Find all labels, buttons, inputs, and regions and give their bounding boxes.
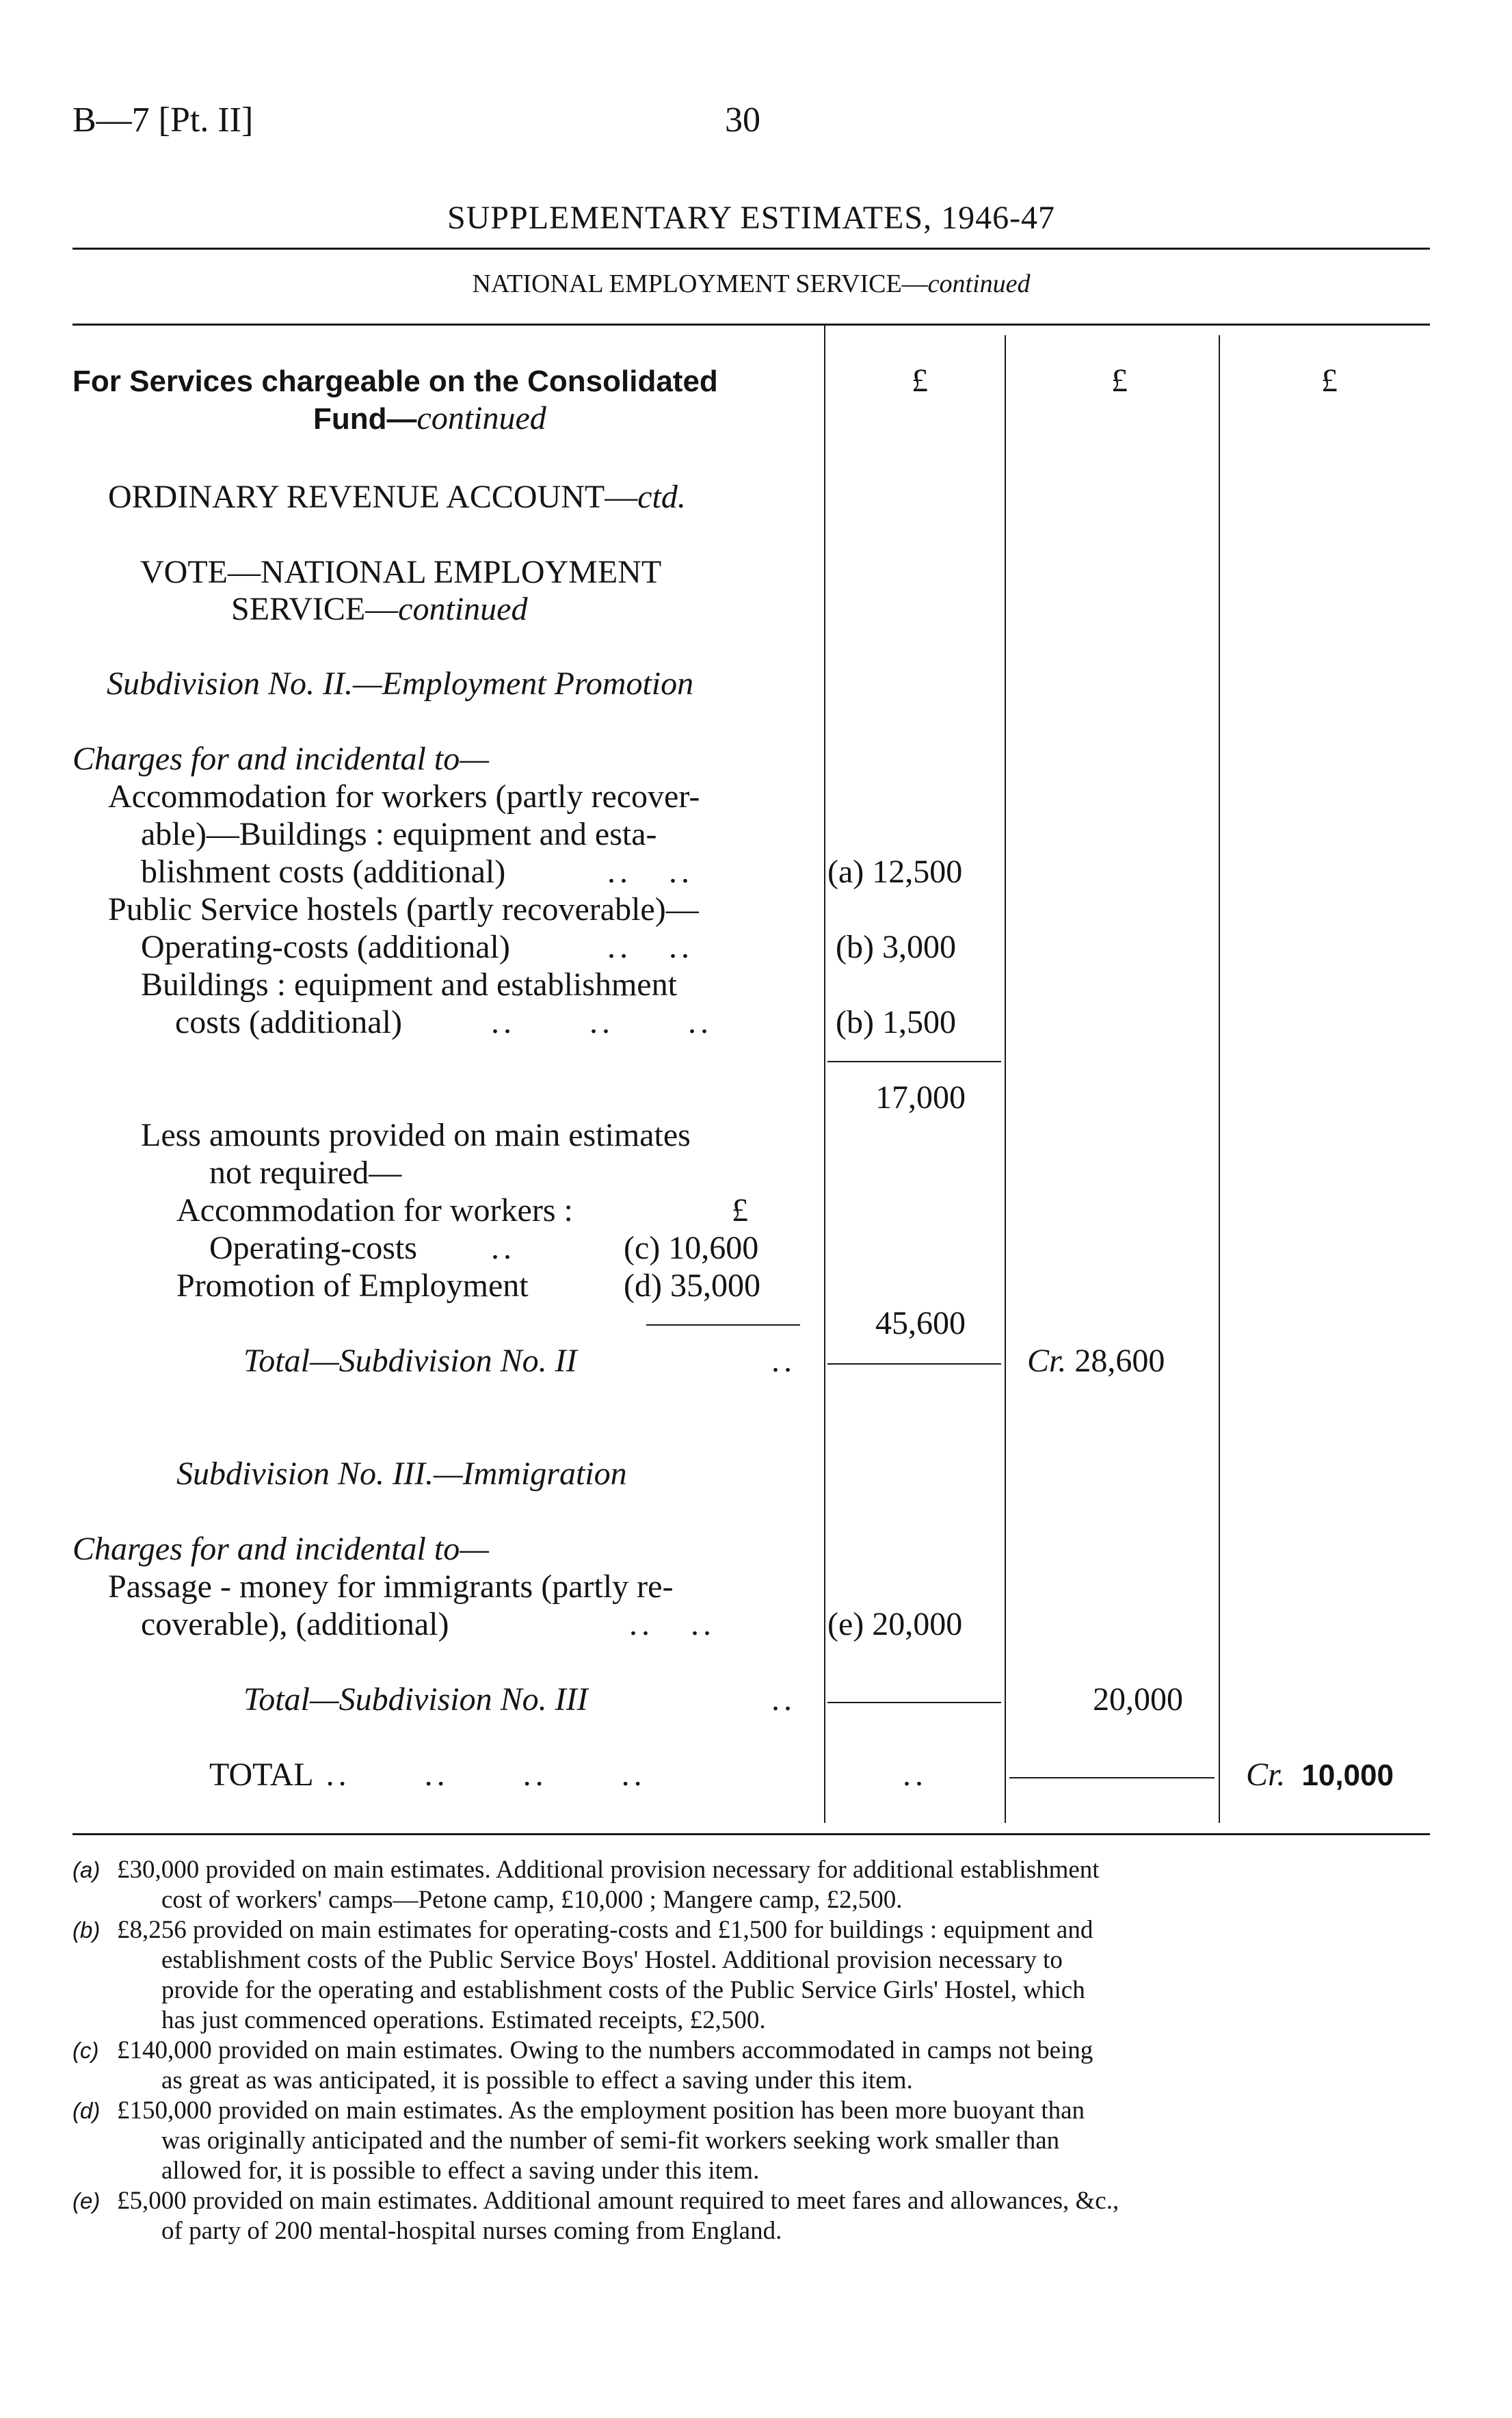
immigration-item-amount: (e) 20,000 — [827, 1606, 963, 1642]
footnote-line: was originally anticipated and the number of semi-fit workers seeking work smaller than — [161, 2127, 1060, 2155]
vote-continued: continued — [398, 591, 528, 627]
footnote-line: cost of workers' camps—Petone camp, £10,000 ; Mangere camp, £2,500. — [161, 1886, 903, 1914]
footnote-label: (b) — [72, 1917, 101, 1943]
subdivision-3-total-label: Total—Subdivision No. III — [243, 1681, 588, 1718]
leader-dots: .. .. .. .. — [313, 1757, 646, 1793]
grand-total-cr: Cr. — [1246, 1757, 1286, 1793]
account-ctd: ctd. — [637, 479, 686, 515]
footnote-label: (c) — [72, 2038, 99, 2063]
footnote-c — [72, 2036, 1440, 2096]
cr-value: 28,600 — [1074, 1343, 1165, 1379]
less-line-1: Less amounts provided on main estimates — [141, 1117, 691, 1153]
subtitle-text: NATIONAL EMPLOYMENT SERVICE— — [472, 270, 928, 298]
footnote-label: (a) — [72, 1857, 101, 1882]
footnote-line: of party of 200 mental-hospital nurses coming from England. — [161, 2217, 782, 2245]
item-2b-amount: (b) 1,500 — [836, 1004, 956, 1040]
grand-total-amount — [1246, 1757, 1394, 1794]
subdivision-3-total-rule — [827, 1702, 1001, 1703]
less-total-amount: 45,600 — [875, 1305, 966, 1341]
subdivision-2-title: Subdivision No. II.—Employment Promotion — [107, 666, 694, 702]
leader-dots: .. — [771, 1681, 796, 1718]
less-rule — [646, 1324, 800, 1326]
column-header-3: £ — [1321, 363, 1338, 399]
immigration-item-line-2: coverable), (additional) — [141, 1606, 449, 1642]
subtotal-amount: 17,000 — [875, 1079, 966, 1116]
heading-fund: Fund— — [313, 402, 417, 436]
column-header-1: £ — [912, 363, 928, 399]
less-operating-amount: (c) 10,600 — [624, 1230, 759, 1266]
vote-heading-line2 — [231, 591, 527, 628]
footnote-line: £8,256 provided on main estimates for operating-costs and £1,500 for buildings : equipment and — [117, 1916, 1093, 1944]
footnote-e — [72, 2186, 1440, 2246]
footnote-line: provide for the operating and establishment costs of the Public Service Girls' Hostel, which — [161, 1976, 1085, 2004]
footnote-label: (e) — [72, 2188, 101, 2213]
less-accommodation: Accommodation for workers : — [176, 1192, 573, 1228]
title-rule — [72, 248, 1430, 250]
page-title: SUPPLEMENTARY ESTIMATES, 1946-47 — [447, 200, 1056, 236]
footnote-line: £30,000 provided on main estimates. Additional provision necessary for additional establishment — [117, 1856, 1100, 1884]
section-subtitle — [72, 269, 1430, 299]
document-reference: B—7 [Pt. II] — [72, 101, 254, 140]
footnote-line: allowed for, it is possible to effect a saving under this item. — [161, 2157, 760, 2185]
table-bottom-rule — [72, 1833, 1430, 1835]
heading-continued: continued — [416, 400, 546, 436]
vote-service: SERVICE— — [231, 591, 399, 627]
item-1-line-2: able)—Buildings : equipment and esta- — [141, 816, 657, 852]
section-heading-line1: For Services chargeable on the Consolidated — [72, 365, 718, 398]
less-line-2: not required— — [209, 1155, 402, 1191]
subdivision-2-total-label: Total—Subdivision No. II — [243, 1343, 577, 1379]
less-promotion-amount: (d) 35,000 — [624, 1267, 760, 1304]
column-rule-2 — [1005, 335, 1006, 1823]
subdivision-2-charges-label: Charges for and incidental to— — [72, 741, 489, 777]
leader-dots: .. — [771, 1343, 796, 1379]
item-1-amount: (a) 12,500 — [827, 854, 963, 890]
grand-total-value: 10,000 — [1301, 1759, 1394, 1792]
grand-total-label — [209, 1757, 646, 1793]
footnote-line: establishment costs of the Public Service Boys' Hostel. Additional provision necessary to — [161, 1946, 1063, 1974]
less-pound-sign: £ — [732, 1192, 748, 1228]
leader-dots: .. .. — [607, 929, 693, 965]
footnote-a — [72, 1855, 1440, 1915]
footnote-d — [72, 2096, 1440, 2186]
item-2-line-1: Public Service hostels (partly recoverable)— — [108, 891, 699, 928]
leader-dots: .. .. .. — [491, 1004, 713, 1040]
footnote-line: as great as was anticipated, it is possible to effect a saving under this item. — [161, 2066, 913, 2094]
leader-dots: .. .. — [607, 854, 693, 890]
column-rule-3 — [1219, 335, 1220, 1823]
vote-heading-line1: VOTE—NATIONAL EMPLOYMENT — [140, 554, 662, 590]
less-promotion-label: Promotion of Employment — [176, 1267, 529, 1304]
leader-dots: .. .. — [629, 1606, 715, 1642]
less-operating-label: Operating-costs — [209, 1230, 417, 1266]
cr-label: Cr. — [1027, 1343, 1067, 1379]
account-main: ORDINARY REVENUE ACCOUNT— — [108, 479, 638, 515]
immigration-item-line-1: Passage - money for immigrants (partly re- — [108, 1568, 674, 1605]
subdivision-3-charges-label: Charges for and incidental to— — [72, 1531, 489, 1567]
account-heading — [108, 479, 686, 516]
section-heading-line2 — [313, 399, 546, 438]
table-top-rule — [72, 324, 1430, 326]
leader-dots: .. — [491, 1230, 516, 1266]
footnote-line: has just commenced operations. Estimated receipts, £2,500. — [161, 2006, 766, 2034]
item-2b-line-2: costs (additional) — [175, 1004, 402, 1040]
subdivision-2-total-rule — [827, 1363, 1001, 1365]
subtitle-continued: continued — [927, 270, 1031, 298]
total-word: TOTAL — [209, 1757, 314, 1793]
item-2a-label: Operating-costs (additional) — [141, 929, 510, 965]
grand-total-col1: .. — [903, 1757, 927, 1793]
page-number: 30 — [725, 101, 760, 140]
subtotal-rule — [827, 1061, 1001, 1062]
item-1-line-3: blishment costs (additional) — [141, 854, 506, 890]
item-2a-amount: (b) 3,000 — [836, 929, 956, 965]
footnote-line: £5,000 provided on main estimates. Additional amount required to meet fares and allowances, &c., — [117, 2187, 1119, 2215]
item-2b-line-1: Buildings : equipment and establishment — [141, 967, 677, 1003]
column-rule-1 — [824, 325, 825, 1823]
subdivision-3-title: Subdivision No. III.—Immigration — [176, 1456, 627, 1492]
subdivision-3-total-amount: 20,000 — [1093, 1681, 1183, 1718]
grand-total-col2-rule — [1009, 1777, 1215, 1778]
footnote-b — [72, 1915, 1440, 2036]
footnote-line: £140,000 provided on main estimates. Owing to the numbers accommodated in camps not being — [117, 2036, 1093, 2064]
footnote-label: (d) — [72, 2098, 101, 2123]
footnote-line: £150,000 provided on main estimates. As the employment position has been more buoyant than — [117, 2097, 1085, 2125]
column-header-2: £ — [1111, 363, 1128, 399]
item-1-line-1: Accommodation for workers (partly recover- — [108, 778, 700, 815]
subdivision-2-total-amount — [1027, 1343, 1165, 1380]
